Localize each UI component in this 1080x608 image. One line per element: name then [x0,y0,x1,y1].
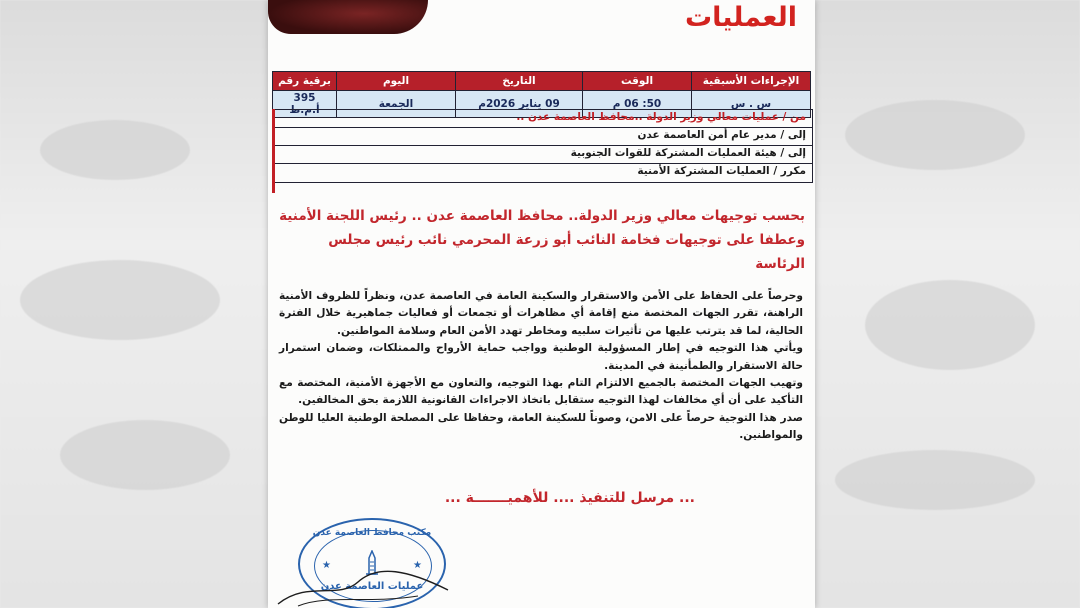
stamp-top-text: مكتب محافظ العاصمة عدن [312,528,432,538]
blurred-background-left [0,0,268,608]
address-to-joint-ops: إلى / هيئة العمليات المشتركة للقوات الجنوبية [273,146,812,164]
dispatch-note: ... مرسل للتنفيذ .... للأهميـــــــة ... [444,490,695,506]
meta-value-time: 50: 06 م [583,91,692,118]
intro-line-2: وعطفا على توجيهات فخامة النائب أبو زرعة المحرمي نائب رئيس مجلس الرئاسة [328,232,805,272]
letterhead-emblem [268,0,428,34]
document-page [268,0,815,608]
stamp-bottom-text: عمليات العاصمة عدن [320,581,424,592]
address-cc: مكرر / العمليات المشتركة الأمنية [637,165,806,177]
meta-value-priority: س . س [692,91,811,118]
meta-header-priority: الإجراءات الأسبقية [692,72,811,91]
meta-header-number: برقية رقم [273,72,337,91]
body-paragraph-1: وحرصاً على الحفاظ على الأمن والاستقرار والسكينة العامة في العاصمة عدن، ونظراً للظروف الأمنية الراهنة، تقرر الجهات المختصة منع إقامة أي مظاهرات أو تجمعات أو فعاليات جماهيرية خلال الفترة الحالية، لما قد يترتب عليها من تأثيرات سلبيه ومخاطر تهدد الأمن العام وسلامة المواطنين. [279,290,803,337]
stamp-star-right-icon: ★ [413,560,422,571]
address-block [272,109,813,183]
address-accent-stripe [272,109,275,193]
meta-header-date: التاريخ [456,72,583,91]
body-paragraph-3: وتهيب الجهات المختصة بالجميع الالتزام التام بهذا التوجيه، والتعاون مع الأجهزة الأمنية، المختصة مع التأكيد على أن أي مخالفات لهذا التوجيه ستقابل باتخاذ الاجراءات القانونية اللازمة بحق المخالفين. [279,377,803,407]
body-paragraph-4: صدر هذا التوجية حرصاً على الامن، وصوناً للسكينة العامة، وحفاظا على المصلحة الوطنية العليا للوطن والمواطنين. [279,411,803,442]
signature-scribble [268,560,468,608]
meta-value-day: الجمعة [337,91,456,118]
stamp-star-left-icon: ★ [322,560,331,571]
meta-header-row [273,72,811,91]
letter-body [279,288,803,445]
meta-value-number: 395 أ.م.ط [273,91,337,118]
blurred-background-right [815,0,1080,608]
intro-heading [277,204,805,276]
meta-header-day: اليوم [337,72,456,91]
address-from: من / عمليات معالي وزير الدولة ..محافظ العاصمة عدن .. [273,110,812,128]
intro-line-1: بحسب توجيهات معالي وزير الدولة.. محافظ العاصمة عدن .. رئيس اللجنة الأمنية [279,208,805,224]
address-to-security: إلى / مدير عام أمن العاصمة عدن [273,128,812,146]
meta-value-date: 09 يناير 2026م [456,91,583,118]
document-title: العمليات [684,2,797,33]
body-paragraph-2: ويأتي هذا التوجيه في إطار المسؤولية الوطنية وواجب حماية الأرواح والممتلكات، وضمان استمرار حالة الاستقرار والطمأنينة في المدينة. [279,342,803,372]
meta-header-time: الوقت [583,72,692,91]
